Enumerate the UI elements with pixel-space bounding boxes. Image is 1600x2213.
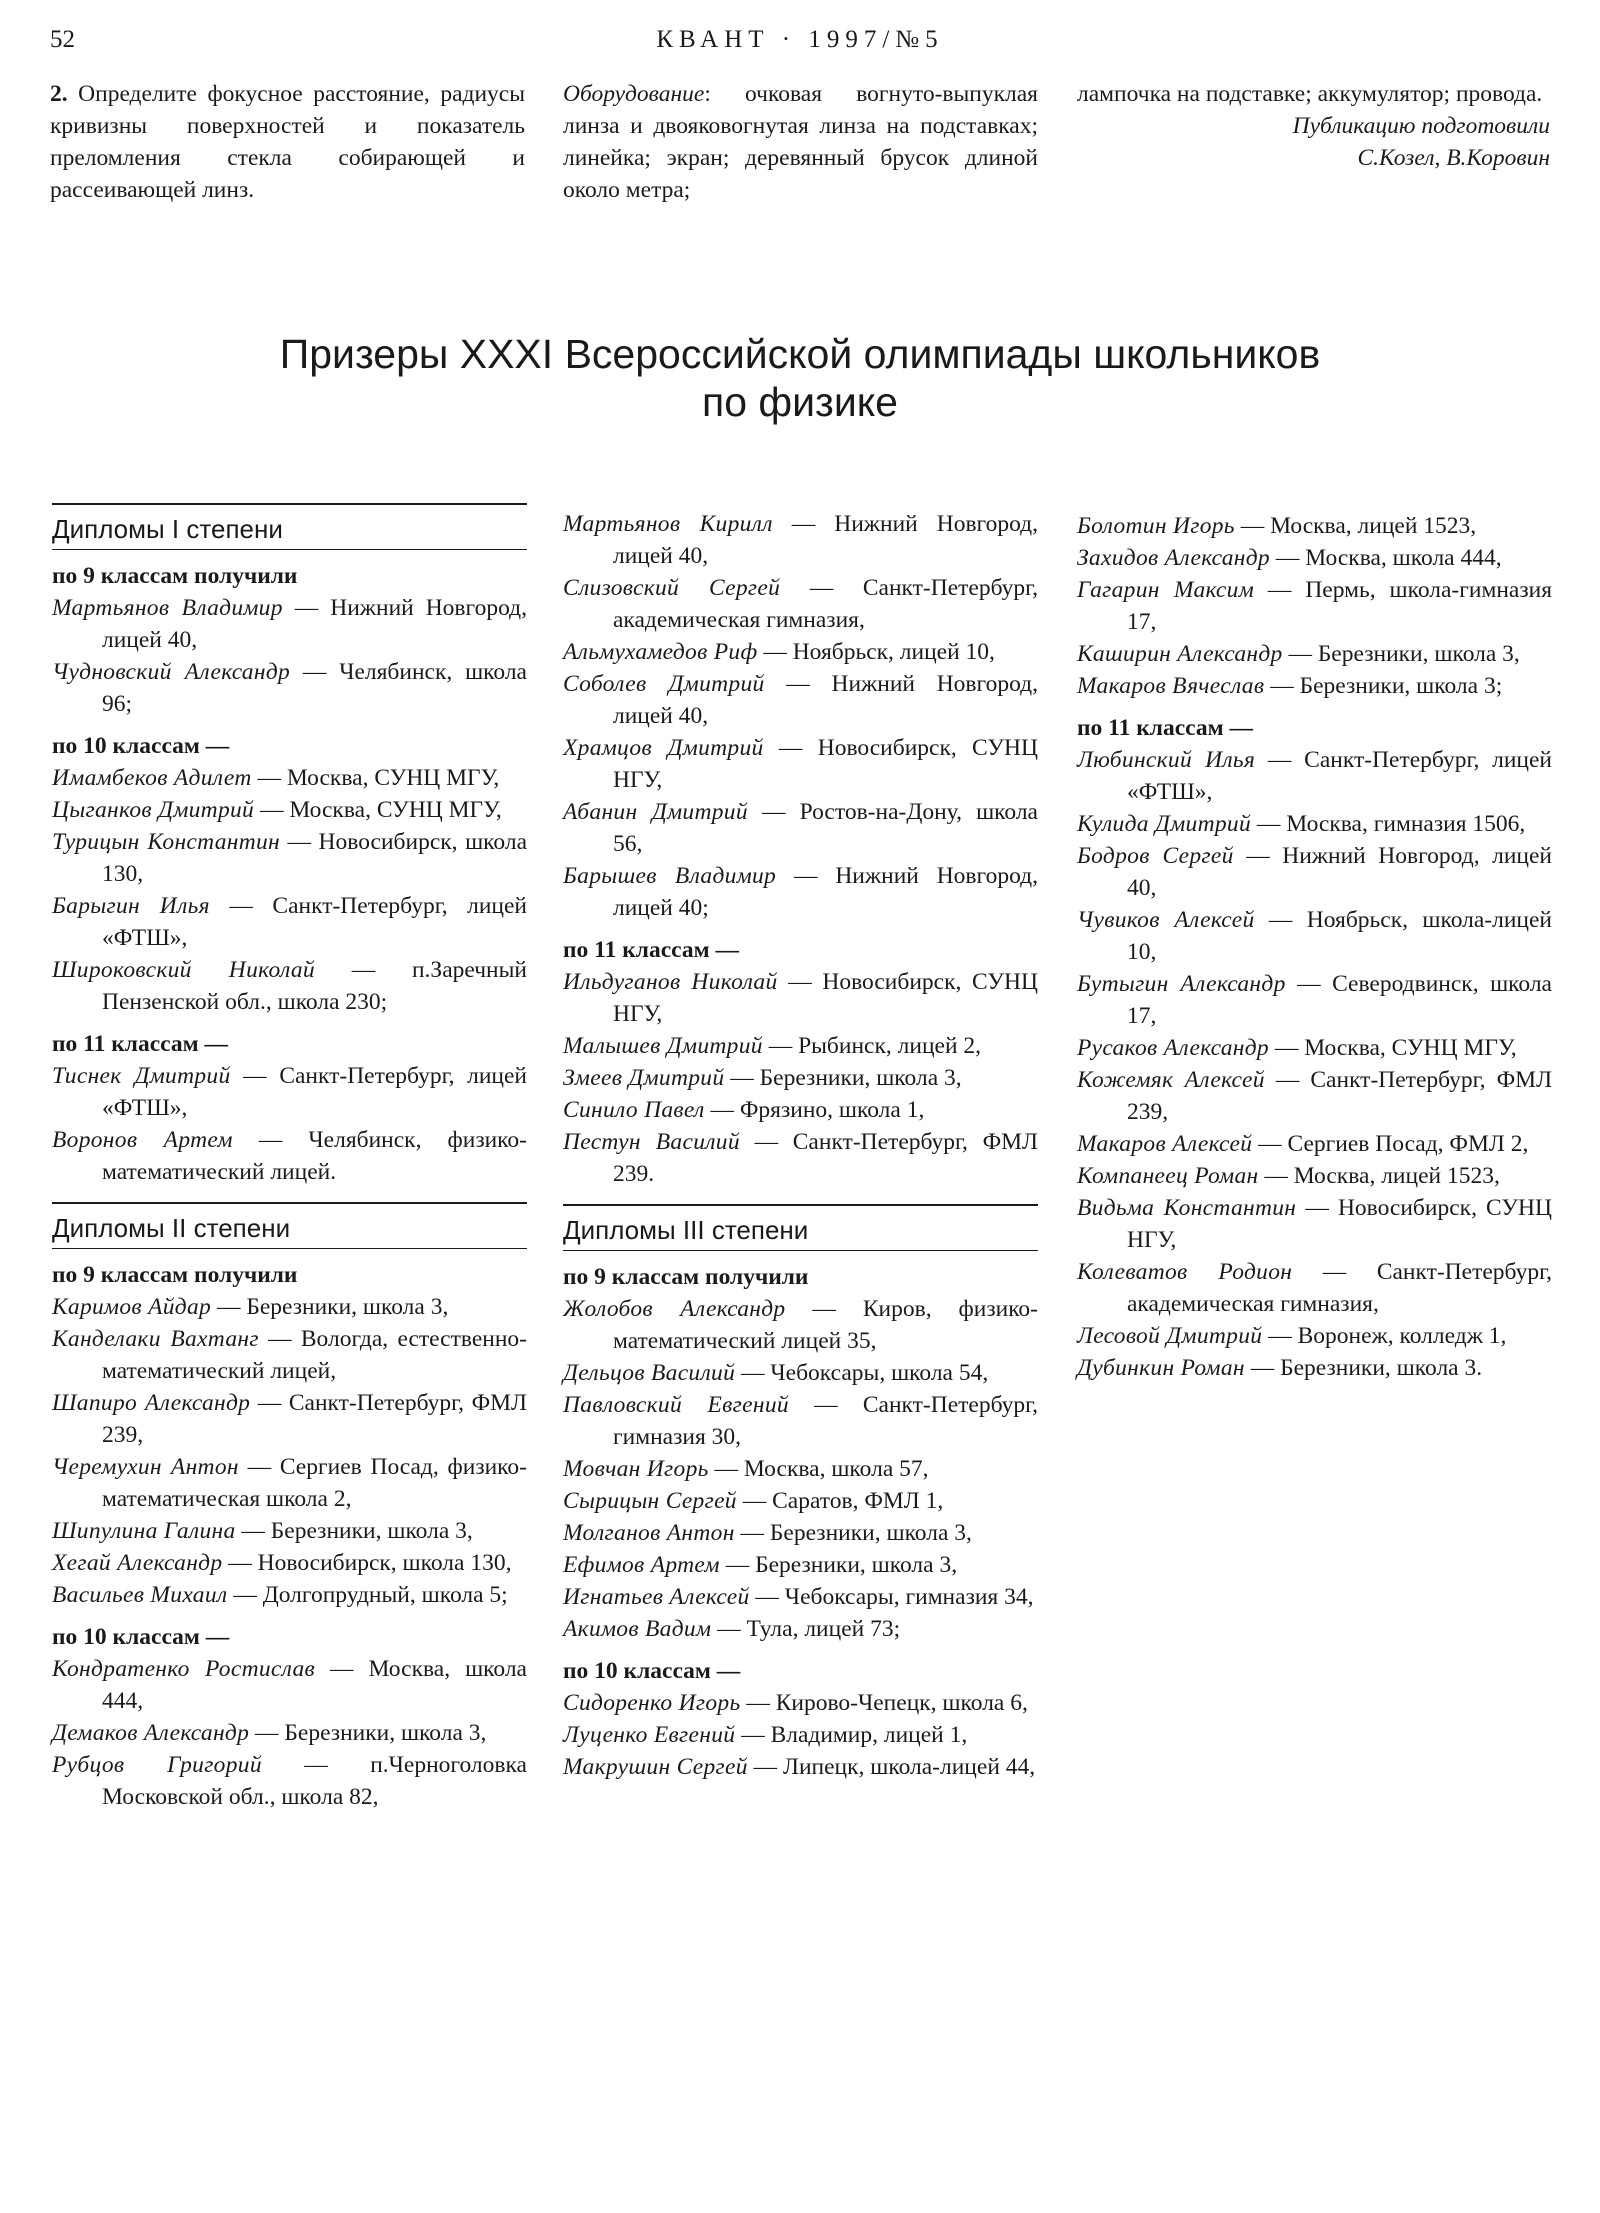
winner-details: — Березники, школа 3, [734,1520,972,1546]
winner-entry [563,1094,1038,1126]
equipment-label: Оборудование [563,81,705,107]
winner-name: Слизовский Сергей [563,575,781,601]
winner-name: Воронов Артем [52,1127,233,1153]
winner-name: Каширин Александр [1077,641,1283,667]
class-subheading: по 9 классам получили [563,1264,809,1290]
winner-name: Бодров Сергей [1077,843,1234,869]
winner-name: Ильдуганов Николай [563,969,778,995]
winner-name: Синило Павел [563,1097,705,1123]
winner-name: Демаков Александр [52,1720,250,1746]
winner-details: — Воронеж, колледж 1, [1262,1323,1507,1349]
class-subheading: по 10 классам — [563,1658,741,1684]
journal-title: КВАНТ · 1997/№5 [656,26,944,53]
winner-entry [52,1717,527,1749]
winner-details: — Березники, школа 3, [249,1720,487,1746]
winner-name: Шапиро Александр [52,1390,251,1416]
winner-name: Игнатьев Алексей [563,1584,750,1610]
winner-name: Бутыгин Александр [1077,971,1286,997]
winner-entry [1077,1032,1552,1064]
winner-entry [52,1653,527,1717]
winner-name: Малышев Дмитрий [563,1033,763,1059]
winner-entry [563,1389,1038,1453]
winner-name: Кулида Дмитрий [1077,811,1252,837]
winner-details: — Рыбинск, лицей 2, [762,1033,982,1059]
winner-name: Кондратенко Ростислав [52,1656,316,1682]
winner-details: — Москва, школа 444, [102,1656,527,1714]
winner-name: Тиснек Дмитрий [52,1063,231,1089]
winner-entry [52,1451,527,1515]
winner-details: — Тула, лицей 73; [711,1616,901,1642]
winner-name: Луценко Евгений [563,1722,736,1748]
task-body: Определите фокусное расстояние, радиусы кривизны поверхностей и показатель преломления стекла собирающей и рассеивающей линз. [50,81,525,203]
winner-details: — Санкт-Петербург, ФМЛ 239, [1127,1067,1553,1125]
winner-entry [1077,744,1552,808]
winner-name: Рубцов Григорий [52,1752,262,1778]
class-subheading: по 9 классам получили [52,563,298,589]
winner-name: Канделаки Вахтанг [52,1326,259,1352]
class-subheading: по 11 классам — [1077,715,1253,741]
winner-name: Храмцов Дмитрий [563,735,764,761]
winner-entry [563,796,1038,860]
winner-entry [563,1030,1038,1062]
winner-details: — Ноябрьск, лицей 10, [757,639,995,665]
winner-entry [1077,904,1552,968]
class-subheading: по 9 классам получили [52,1262,298,1288]
winner-details: — Кирово-Чепецк, школа 6, [740,1690,1028,1716]
winner-name: Макаров Вячеслав [1077,673,1265,699]
winner-name: Абанин Дмитрий [563,799,748,825]
winner-details: — Березники, школа 3, [724,1065,962,1091]
winner-details: — Нижний Новгород, лицей 40, [613,671,1038,729]
winner-entry [1077,1320,1552,1352]
winner-name: Чудновский Александр [52,659,291,685]
winner-entry [52,1579,527,1611]
winner-entry [563,668,1038,732]
winner-entry [52,592,527,656]
winner-entry [1077,968,1552,1032]
winner-entry [52,1323,527,1387]
section-heading: Дипломы III степени [563,1204,1038,1251]
winner-details: — Ноябрьск, школа-лицей 10, [1127,907,1552,965]
winner-details: — Москва, СУНЦ МГУ, [1268,1035,1517,1061]
winner-name: Турицын Константин [52,829,280,855]
winner-entry [563,508,1038,572]
winner-entry [1077,1128,1552,1160]
winner-name: Змеев Дмитрий [563,1065,725,1091]
winner-name: Макаров Алексей [1077,1131,1253,1157]
winner-details: — Нижний Новгород, лицей 40; [613,863,1038,921]
winner-details: — Санкт-Петербург, академическая гимназия, [1127,1259,1552,1317]
winner-name: Каримов Айдар [52,1294,212,1320]
winner-name: Павловский Евгений [563,1392,789,1418]
page-number: 52 [50,26,75,53]
credit-line-2: С.Козел, В.Коровин [1357,145,1550,171]
winner-name: Сырицын Сергей [563,1488,737,1514]
winner-entry [52,1387,527,1451]
section-heading: Дипломы II степени [52,1202,527,1249]
winner-name: Мартьянов Владимир [52,595,283,621]
article-title-line-2: по физике [702,379,898,425]
winner-details: — Санкт-Петербург, лицей «ФТШ», [102,893,527,951]
winner-details: — п.Черноголовка Московской обл., школа 82, [102,1752,527,1810]
winner-details: — Санкт-Петербург, академическая гимназия, [613,575,1038,633]
winner-name: Мовчан Игорь [563,1456,709,1482]
winner-details: — Санкт-Петербург, лицей «ФТШ», [1127,747,1552,805]
class-subheading: по 10 классам — [52,1624,230,1650]
winner-entry [563,1485,1038,1517]
winner-entry [1077,1256,1552,1320]
winner-details: — Санкт-Петербург, ФМЛ 239, [102,1390,527,1448]
class-subheading: по 11 классам — [52,1031,228,1057]
winner-details: — Ростов-на-Дону, школа 56, [613,799,1038,857]
winner-details: — Сергиев Посад, физико-математическая школа 2, [102,1454,527,1512]
winner-entry [1077,1160,1552,1192]
winner-entry [52,1547,527,1579]
winner-entry [1077,574,1552,638]
winner-name: Широковский Николай [52,957,315,983]
winner-details: — Фрязино, школа 1, [704,1097,925,1123]
winner-entry [52,1749,527,1813]
winner-entry [1077,840,1552,904]
winner-details: — Чебоксары, гимназия 34, [749,1584,1034,1610]
task-number: 2. [50,81,68,107]
winner-details: — Нижний Новгород, лицей 40, [102,595,527,653]
winner-details: — Москва, школа 444, [1269,545,1502,571]
class-subheading: по 10 классам — [52,733,230,759]
winner-name: Болотин Игорь [1077,513,1235,539]
winner-entry [52,954,527,1018]
winner-name: Молганов Антон [563,1520,735,1546]
winner-details: — Березники, школа 3, [1282,641,1520,667]
winner-details: — Челябинск, школа 96; [102,659,527,717]
winner-details: — п.Заречный Пензенской обл., школа 230; [102,957,527,1015]
winner-name: Лесовой Дмитрий [1077,1323,1263,1349]
winner-details: — Санкт-Петербург, ФМЛ 239. [613,1129,1038,1187]
winner-details: — Санкт-Петербург, лицей «ФТШ», [102,1063,527,1121]
winner-details: — Москва, СУНЦ МГУ, [251,765,500,791]
task-text [50,78,525,206]
winner-name: Макрушин Сергей [563,1754,748,1780]
winner-entry [563,1293,1038,1357]
winner-name: Акимов Вадим [563,1616,712,1642]
winner-entry [563,1357,1038,1389]
winner-entry [563,1613,1038,1645]
winner-name: Барышев Владимир [563,863,777,889]
winner-name: Пестун Василий [563,1129,740,1155]
winner-entry [563,1751,1038,1783]
column-2 [563,508,1038,1783]
equipment-continued [1077,78,1550,174]
winner-entry [1077,638,1552,670]
winner-name: Васильев Михаил [52,1582,228,1608]
winner-details: — Новосибирск, школа 130, [102,829,527,887]
winner-details: — Березники, школа 3, [719,1552,958,1578]
winner-name: Хегай Александр [52,1550,223,1576]
winner-details: — Новосибирск, школа 130, [222,1550,512,1576]
winner-name: Чувиков Алексей [1077,907,1255,933]
winner-entry [52,890,527,954]
winner-entry [563,966,1038,1030]
winner-entry [563,1126,1038,1190]
column-3 [1077,510,1552,1384]
winner-entry [52,1060,527,1124]
winner-entry [52,762,527,794]
winner-details: — Сергиев Посад, ФМЛ 2, [1252,1131,1529,1157]
winner-entry [563,1549,1038,1581]
class-subheading: по 11 классам — [563,937,739,963]
winner-details: — Владимир, лицей 1, [735,1722,968,1748]
winner-details: — Москва, гимназия 1506, [1251,811,1526,837]
winner-name: Альмухамедов Риф [563,639,758,665]
winner-details: — Санкт-Петербург, гимназия 30, [613,1392,1038,1450]
winner-name: Имамбеков Адилет [52,765,252,791]
winner-name: Дубинкин Роман [1077,1355,1245,1381]
winner-entry [563,860,1038,924]
winner-entry [563,1719,1038,1751]
winner-details: — Нижний Новгород, лицей 40, [613,511,1038,569]
winner-details: — Новосибирск, СУНЦ НГУ, [1127,1195,1552,1253]
winner-entry [52,826,527,890]
article-title-line-1: Призеры XXXI Всероссийской олимпиады школьников [279,331,1321,377]
winner-entry [52,656,527,720]
winner-name: Барыгин Илья [52,893,210,919]
winner-details: — Северодвинск, школа 17, [1127,971,1552,1029]
winner-name: Захидов Александр [1077,545,1270,571]
equipment-body: : очковая вогнуто-выпуклая линза и двояковогнутая линза на подставках; линейка; экран; деревянный брусок длиной около метра; [563,81,1038,203]
winner-details: — Березники, школа 3. [1244,1355,1483,1381]
winner-entry [563,732,1038,796]
winner-name: Гагарин Максим [1077,577,1254,603]
winner-name: Компанеец Роман [1077,1163,1259,1189]
winner-entry [52,1515,527,1547]
winner-name: Русаков Александр [1077,1035,1269,1061]
winner-details: — Чебоксары, школа 54, [735,1360,989,1386]
winner-entry [1077,510,1552,542]
winner-entry [52,1124,527,1188]
winner-entry [1077,1192,1552,1256]
winner-entry [563,1062,1038,1094]
winner-details: — Москва, школа 57, [708,1456,929,1482]
winner-name: Сидоренко Игорь [563,1690,741,1716]
winner-entry [1077,670,1552,702]
section-heading: Дипломы I степени [52,503,527,550]
winner-entry [563,636,1038,668]
winner-entry [563,1517,1038,1549]
winner-name: Черемухин Антон [52,1454,239,1480]
winner-details: — Пермь, школа-гимназия 17, [1127,577,1553,635]
winner-details: — Москва, СУНЦ МГУ, [254,797,502,823]
winner-details: — Березники, школа 3, [235,1518,473,1544]
winner-details: — Березники, школа 3, [211,1294,449,1320]
winner-name: Видьма Константин [1077,1195,1297,1221]
winner-name: Любинский Илья [1077,747,1256,773]
winner-entry [52,1291,527,1323]
winner-details: — Нижний Новгород, лицей 40, [1127,843,1552,901]
winner-name: Цыганков Дмитрий [52,797,255,823]
winner-details: — Липецк, школа-лицей 44, [747,1754,1036,1780]
equipment-tail: лампочка на подставке; аккумулятор; провода. [1077,81,1543,107]
winner-entry [1077,1352,1552,1384]
winner-entry [563,1687,1038,1719]
winner-name: Мартьянов Кирилл [563,511,773,537]
winner-entry [563,1581,1038,1613]
winner-entry [1077,542,1552,574]
winner-details: — Новосибирск, СУНЦ НГУ, [613,969,1038,1027]
page-header [50,26,1550,66]
winner-details: — Долгопрудный, школа 5; [227,1582,508,1608]
winner-entry [1077,808,1552,840]
winner-details: — Новосибирск, СУНЦ НГУ, [613,735,1039,793]
winner-entry [563,572,1038,636]
winner-name: Дельцов Василий [563,1360,736,1386]
column-1 [52,503,527,1813]
winner-details: — Челябинск, физико-математический лицей. [102,1127,527,1185]
winner-details: — Саратов, ФМЛ 1, [736,1488,944,1514]
winner-name: Жолобов Александр [563,1296,786,1322]
winner-details: — Киров, физико-математический лицей 35, [613,1296,1038,1354]
winner-entry [52,794,527,826]
winner-details: — Березники, школа 3; [1264,673,1503,699]
winner-name: Шипулина Галина [52,1518,236,1544]
winner-entry [1077,1064,1552,1128]
article-title [0,330,1600,426]
winner-details: — Вологда, естественно-математический лицей, [102,1326,528,1384]
winner-details: — Москва, лицей 1523, [1234,513,1477,539]
winner-name: Ефимов Артем [563,1552,720,1578]
winner-name: Соболев Дмитрий [563,671,765,697]
equipment-text [563,78,1038,206]
winner-details: — Москва, лицей 1523, [1258,1163,1500,1189]
winner-entry [563,1453,1038,1485]
winner-name: Колеватов Родион [1077,1259,1293,1285]
credit-line-1: Публикацию подготовили [1292,113,1550,139]
winner-name: Кожемяк Алексей [1077,1067,1265,1093]
